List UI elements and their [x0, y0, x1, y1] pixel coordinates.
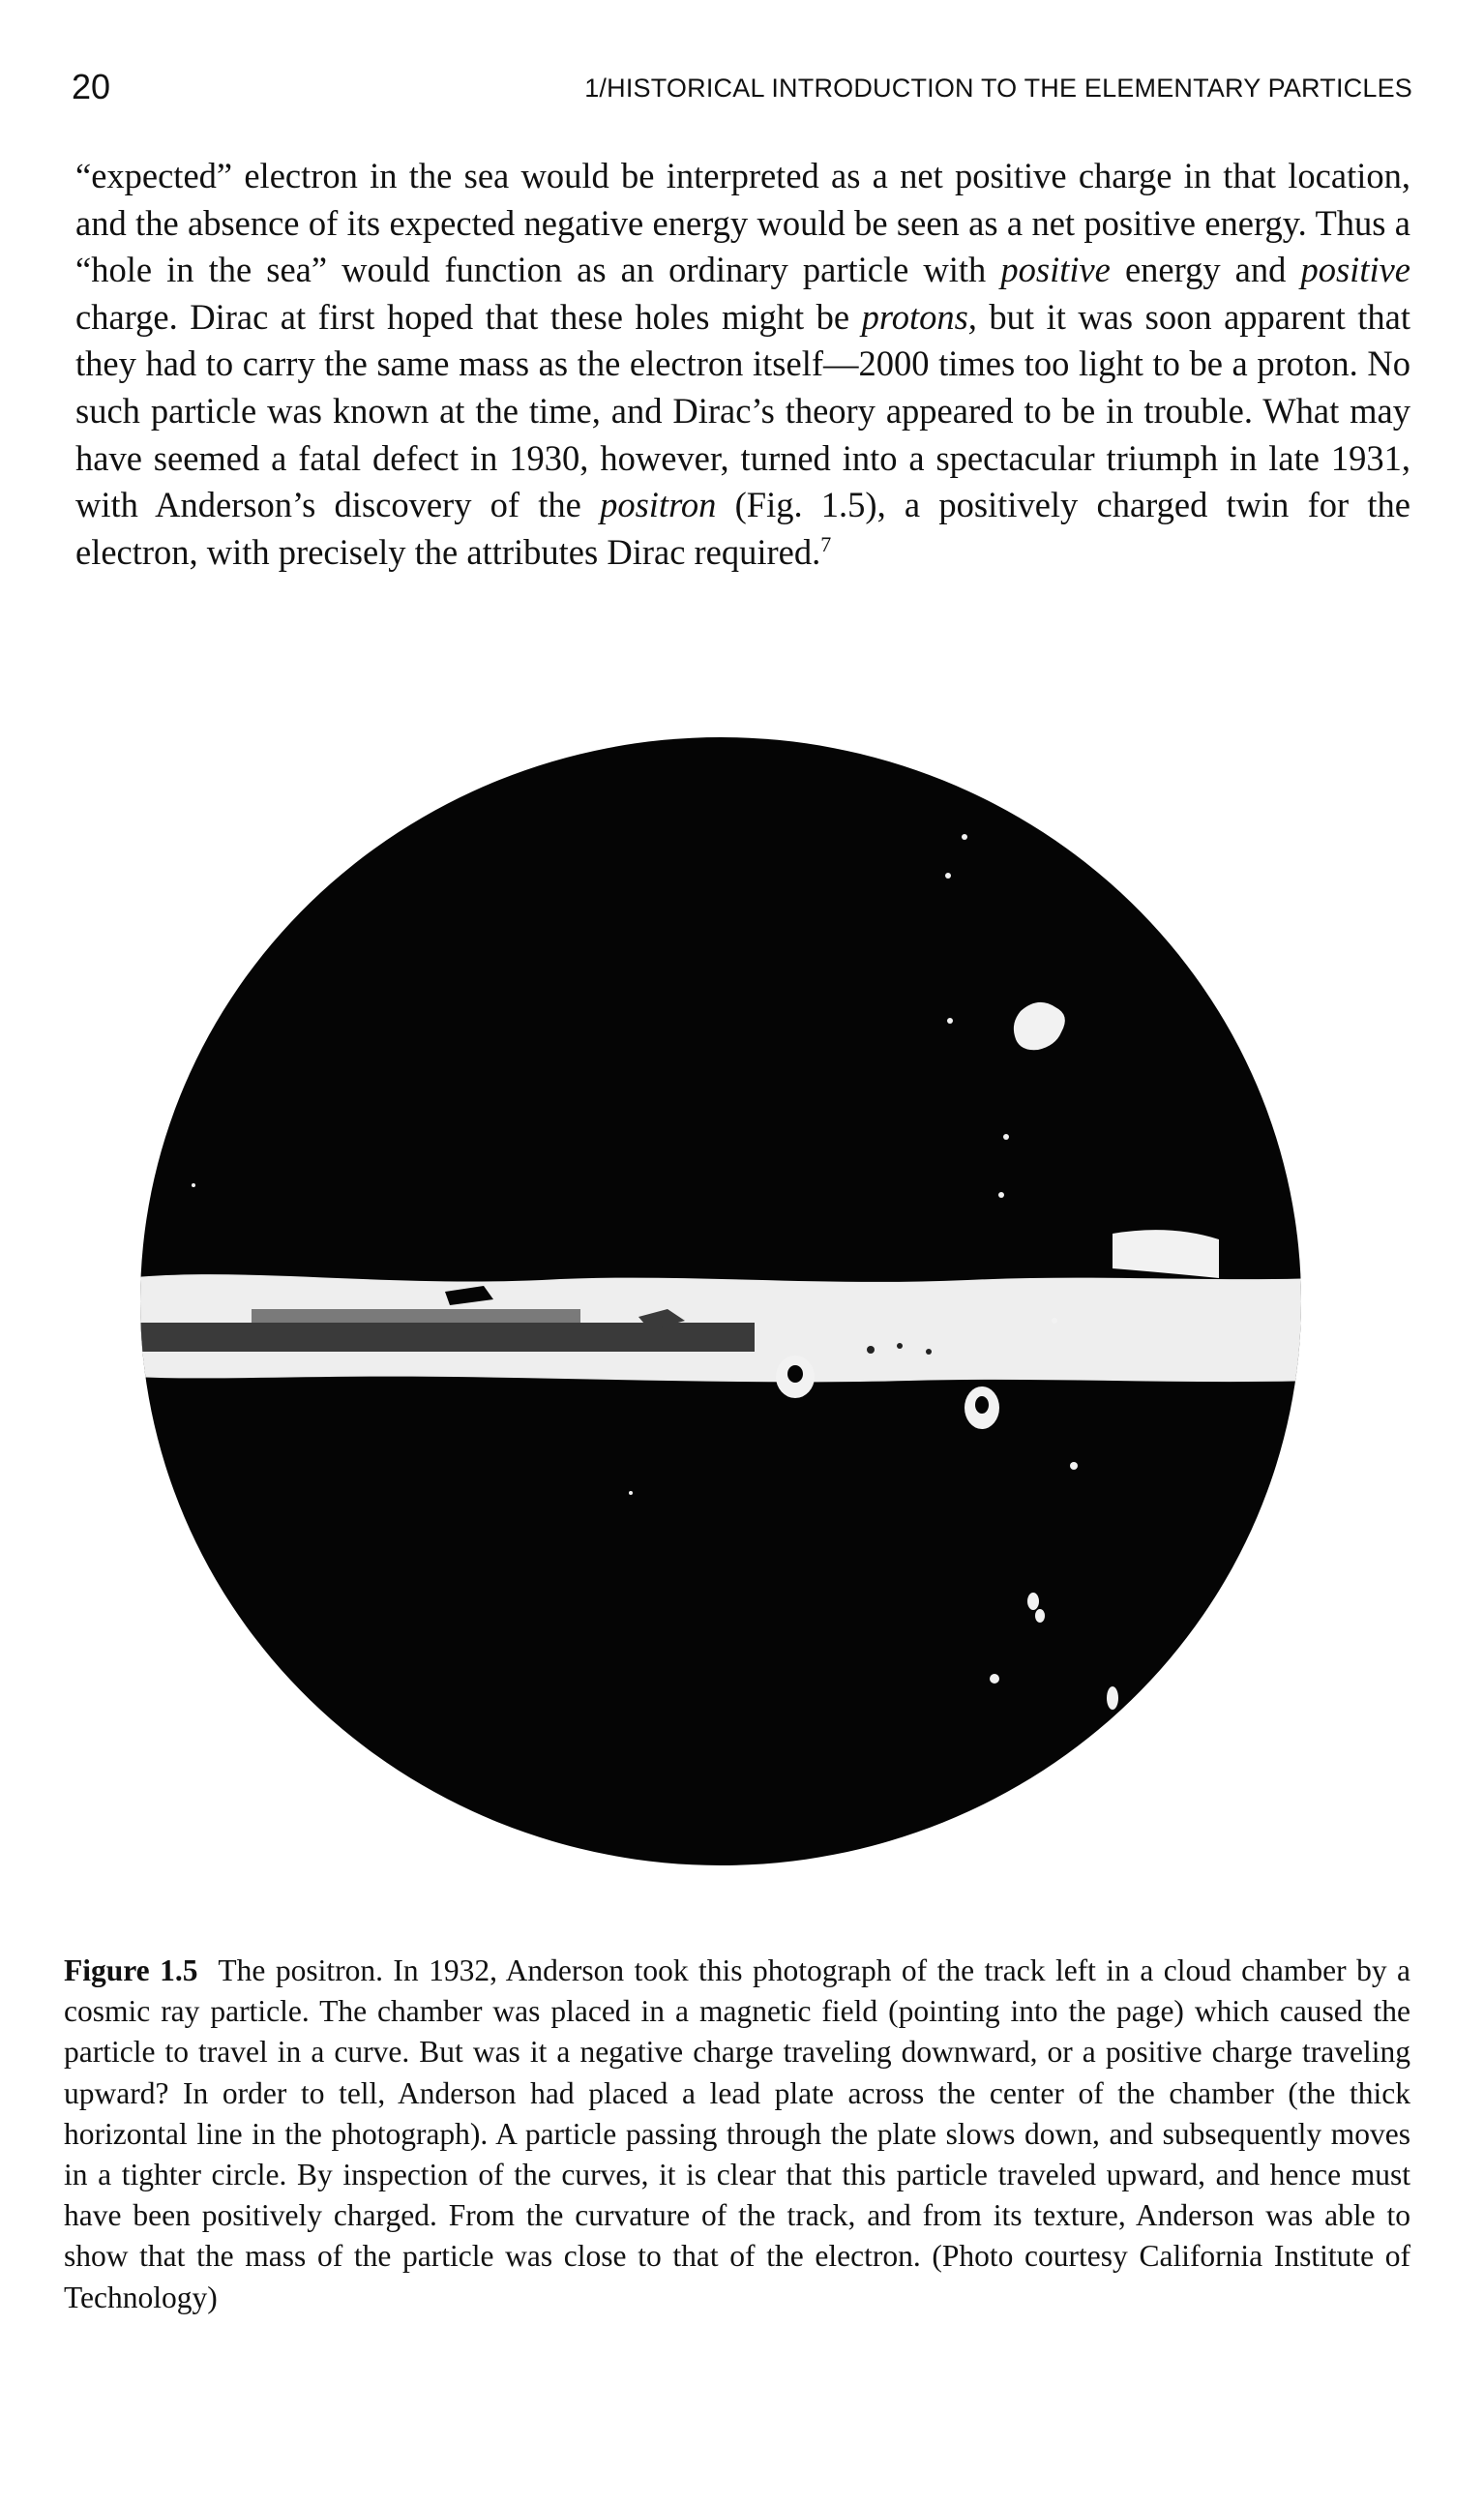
- plate-speckle: [867, 1346, 875, 1354]
- droplet: [1070, 1462, 1078, 1470]
- figure-caption-text: The positron. In 1932, Anderson took this photograph of the track left in a cloud chamber by a cosmic ray particle. The chamber was placed in a magnetic field (pointing into the page) which caused the particle to travel in a curve. But was it a negative charge traveling downward, or a positive charge traveling upward? In order to tell, Anderson had placed a lead plate across the center of the chamber (the thick horizontal line in the photograph). A particle passing through the plate slows down, and subsequently moves in a tighter circle. By inspection of the curves, it is clear that this particle traveled upward, and hence must have been positively charged. From the curvature of the track, and from its texture, Anderson was able to show that the mass of the particle was close to that of the electron. (Photo courtesy California Institute of Technology): [64, 1953, 1411, 2314]
- body-text-segment: energy and: [1110, 250, 1301, 290]
- body-text-segment: but it was soon apparent that they had to carry the same mass as the electron itself—2000 times too light to be a proton. No such particle was known at the time, and Dirac’s theory appeared to be in trouble. What may have seemed a fatal defect in 1930, however, turned into a spectacular triumph in late 1931, with Anderson’s discovery of the: [75, 296, 1410, 525]
- droplet: [192, 1183, 195, 1187]
- body-text-segment: charge. Dirac at first hoped that these holes might be: [75, 296, 862, 337]
- droplet: [998, 1192, 1004, 1198]
- droplet: [990, 1674, 999, 1684]
- droplet: [629, 1491, 633, 1495]
- body-text-segment: (Fig. 1.5), a positively charged twin for the electron, with precisely the attributes Dirac required.: [75, 485, 1410, 572]
- figure-label: Figure 1.5: [64, 1953, 198, 1987]
- running-head: 1/HISTORICAL INTRODUCTION TO THE ELEMENTARY PARTICLES: [584, 74, 1412, 103]
- body-text-segment: “expected” electron in the sea would be interpreted as a net positive charge in that location, and the absence of its expected negative energy would be seen as a net positive energy. Thus a “hole in the sea” would function as an ordinary particle with: [75, 156, 1410, 290]
- droplet: [515, 737, 520, 743]
- plate-speckle: [897, 1343, 903, 1349]
- emphasis-positive: positive: [1000, 250, 1111, 290]
- page-number: 20: [72, 67, 111, 106]
- droplet: [1107, 1686, 1118, 1710]
- droplet: [1052, 1318, 1057, 1324]
- lead-plate-gray-band: [252, 1309, 580, 1323]
- droplet: [175, 884, 181, 890]
- track-blob-core: [975, 1396, 989, 1414]
- emphasis-positive: positive: [1300, 250, 1410, 290]
- cloud-chamber-photo: [135, 730, 1316, 1872]
- droplet: [1035, 1609, 1045, 1623]
- droplet: [1027, 1593, 1039, 1610]
- droplet: [945, 873, 951, 879]
- body-paragraph: [75, 153, 1410, 576]
- droplet: [947, 1018, 953, 1024]
- footnote-reference: 7: [820, 531, 832, 556]
- figure-caption: [64, 1951, 1410, 2318]
- emphasis-positron: positron: [600, 485, 717, 525]
- plate-speckle: [926, 1349, 932, 1355]
- emphasis-protons: protons,: [861, 296, 977, 337]
- droplet: [962, 834, 967, 840]
- track-blob-core: [787, 1365, 803, 1383]
- droplet: [1003, 1134, 1009, 1140]
